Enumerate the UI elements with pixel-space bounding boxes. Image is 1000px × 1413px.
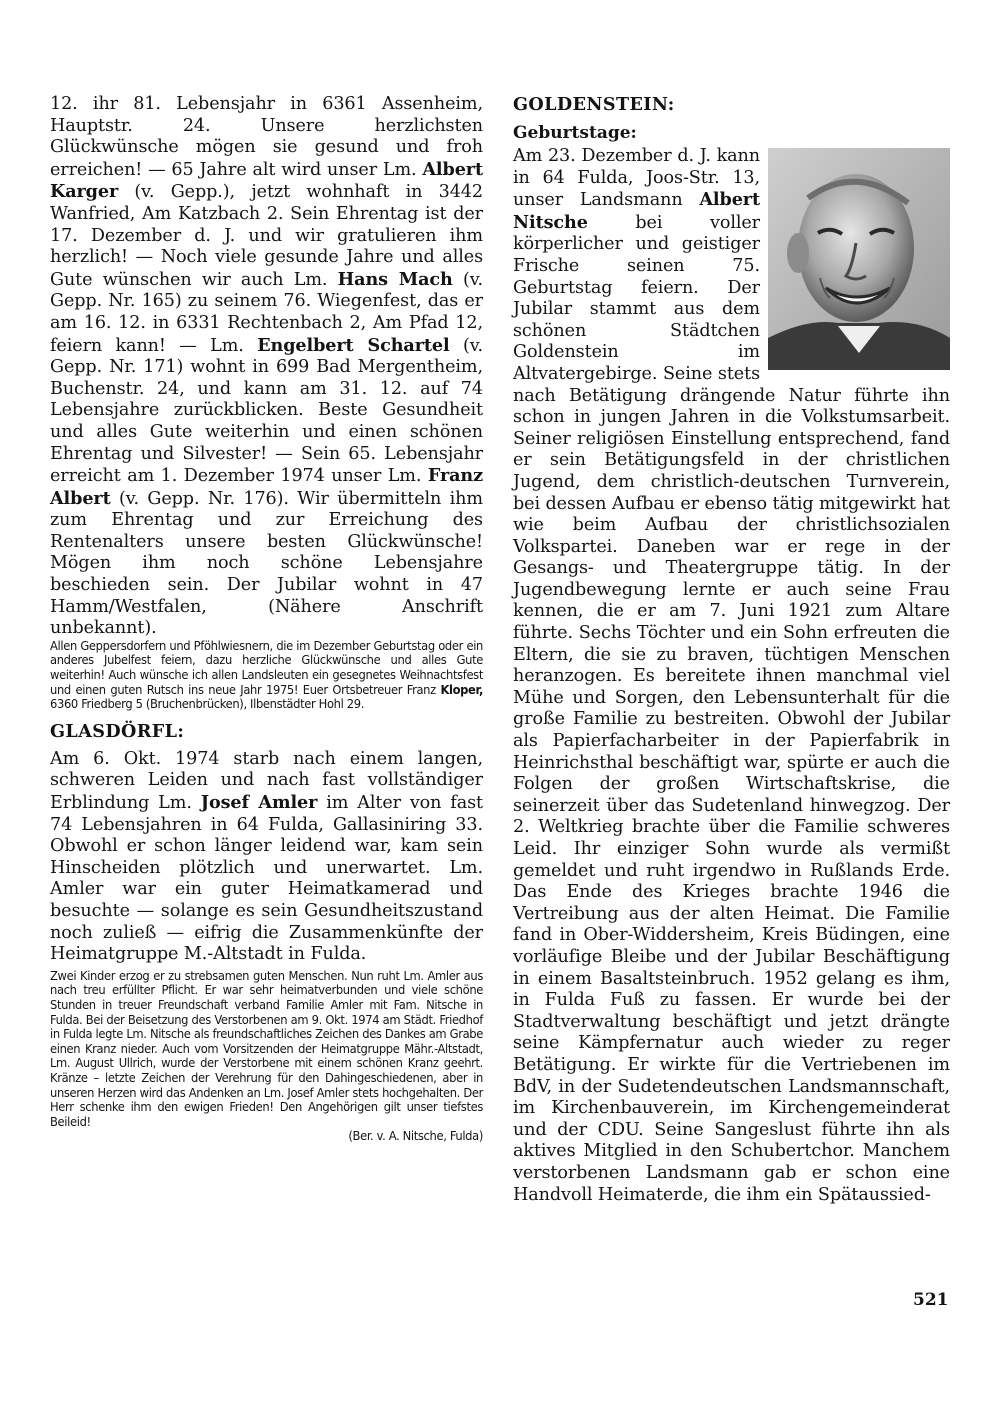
text-run: (v. Gepp. Nr. 176). Wir übermitteln ihm zum Ehrentag und zur Erreichung des Rentenalters unsere besten Glückwünsche! Mögen ihm noch schöne Lebensjahre beschieden sein. Der Jubilar wohnt in 47 Hamm/Westfalen, (Nähere Anschrift unbekannt). [50, 488, 483, 639]
text-run: 6360 Friedberg 5 (Bruchenbrücken), Ilbenstädter Hohl 29. [50, 697, 365, 713]
person-name: Albert Nitsche [513, 189, 760, 233]
page-number: 521 [913, 1290, 949, 1310]
text-run: im Alter von fast 74 Lebensjahren in 64 Fulda, Gallasiniring 33. Obwohl er schon länger leidend war, kam sein Hinscheiden plötzlich und unerwartet. Lm. Amler war ein guter Heimatkamerad und besuchte — solange es sein Gesundheitszustand noch zuließ — eifrig die Zusammenkünfte der Heimatgruppe M.-Altstadt in Fulda. [50, 793, 484, 965]
text-run: Am 23. Dezember d. J. kann in 64 Fulda, Joos-Str. 13, unser Landsmann [513, 146, 760, 211]
portrait-photo [768, 148, 950, 370]
obituary-note [50, 970, 483, 1145]
text-run: Allen Geppersdorfern und Pföhlwiesnern, die im Dezember Geburtstag oder ein anderes Jubelfest feiern, dazu herzliche Glückwünsche und alles Gute weiterhin! Auch wünsche ich allen Landsleuten ein gesegnetes Weihnachtsfest und einen guten Rutsch ins neue Jahr 1975! Euer Ortsbetreuer Franz [50, 638, 483, 698]
person-name: Albert Karger [50, 158, 483, 203]
report-signature: (Ber. v. A. Nitsche, Fulda) [348, 1129, 483, 1145]
person-name: Franz Albert [50, 465, 483, 509]
section-heading-goldenstein: GOLDENSTEIN: [513, 94, 675, 115]
person-name: Hans Mach [337, 268, 453, 290]
person-name: Josef Amler [200, 792, 318, 813]
text-run: bei voller körperlicher und geistiger Frische seinen 75. Geburtstag feiern. Der Jubilar stammt aus dem schönen Städtchen Goldenstein im Altvatergebirge. Seine stets nach Betätigung drängende Natur führte ihn schon in jungen Jahren in die Volkstumsarbeit. Seiner religiösen Einstellung entsprechend, fand er sein Betätigungsfeld in der christlichen Jugend, dem christlich-deutschen Turnverein, bei dessen Aufbau er ebenso tätig mitgewirkt hat wie beim Aufbau der christlichsozialen Volkspartei. Daneben war er rege in der Gesangs- und Theatergruppe tätig. In der Jugendbewegung lernte er auch seine Frau kennen, die er am 7. Juni 1921 zum Altare führte. Sechs Töchter und ein Sohn erfreuten die Eltern, die sie zu braven, tüchtigen Menschen heranzogen. Es bereitete ihnen manchmal viel Mühe und Sorgen, den Lebensunterhalt für die große Familie zu bestreiten. Obwohl der Jubilar als Papierfacharbeiter in der Papierfabrik in Heinrichsthal beschäftigt war, spürte er auch die Folgen der großen Wirtschaftskrise, die seinerzeit über das Sudetenland hinwegzog. Der 2. Weltkrieg brachte über die Familie schweres Leid. Ihr einziger Sohn wurde als vermißt gemeldet und ruht irgendwo in Rußlands Erde. Das Ende des Krieges brachte 1946 die Vertreibung aus der alten Heimat. Die Familie fand in Ober-Widdersheim, Kreis Büdingen, eine vorläufige Bleibe und der Jubilar Beschäftigung in einem Basaltsteinbruch. 1952 gelang es ihm, in Fulda Fuß zu fassen. Er wurde bei der Stadtverwaltung beschäftigt und jetzt drängte seine Kämpfernatur auch wieder zu reger Betätigung. Er wirkte für die Vertriebenen im BdV, in der Sudetendeutschen Landsmannschaft, im Kirchenbauverein, im Kirchengemeinderat und der CDU. Seine Sangeslust führte ihn als aktives Mitglied in den Schubertchor. Manchem verstorbenen Landsmann gab er schon eine Handvoll Heimaterde, die ihm ein Spätaussied- [513, 212, 950, 1205]
text-run: (v. Gepp. Nr. 165) zu seinem 76. Wiegenfest, das er am 16. 12. in 6331 Rechtenbach 2, Am Pfad 12, feiern kann! — Lm. [50, 269, 484, 356]
section-heading-glasdoerfl: GLASDÖRFL: [50, 720, 185, 742]
greeting-note [50, 640, 483, 713]
text-run: Am 6. Okt. 1974 starb nach einem langen, schweren Leiden und nach fast vollständiger Erblindung Lm. [50, 748, 483, 813]
text-run: Zwei Kinder erzog er zu strebsamen guten Menschen. Nun ruht Lm. Amler aus nach treu erfüllter Pflicht. Er war sehr heimatverbunden und viele schöne Stunden in treuer Freundschaft verband Familie Amler mit Fam. Nitsche in Fulda. Bei der Beisetzung des Verstorbenen am 9. Okt. 1974 am Städt. Friedhof in Fulda legte Lm. Nitsche als freundschaftliches Zeichen des Dankes am Grabe einen Kranz nieder. Auch vom Vorsitzenden der Heimatgruppe Mähr.-Altstadt, Lm. August Ullrich, wurde der Verstorbene mit einem schönen Kranz geehrt. Kränze – letzte Zeichen der Verehrung für den Dahingeschiedenen, aber in unseren Herzen wird das Andenken an Lm. Josef Amler stets hochgehalten. Der Herr schenke ihm den ewigen Frieden! Den Angehörigen gilt unser tiefstes Beileid! [50, 968, 483, 1130]
text-run: (v. Gepp.), jetzt wohnhaft in 3442 Wanfried, Am Katzbach 2. Sein Ehrentag ist der 17. Dezember d. J. und wir gratulieren ihm herzlich! — Noch viele gesunde Jahre und alles Gute wünschen wir auch Lm. [50, 182, 483, 290]
person-name: Engelbert Schartel [257, 334, 450, 356]
subheading-birthdays: Geburtstage: [513, 123, 637, 143]
article-goldenstein [513, 146, 950, 1206]
left-column [50, 94, 483, 1145]
article-glasdoerfl [50, 749, 483, 966]
person-name: Kloper, [440, 682, 483, 698]
right-column [513, 94, 950, 1206]
article-geppersdorf [50, 94, 483, 640]
text-run: (v. Gepp. Nr. 171) wohnt in 699 Bad Mergentheim, Buchenstr. 24, und kann am 31. 12. auf 74 Lebensjahre zurückblicken. Beste Gesundheit und alles Gute weiterhin und einen schönen Ehrentag und Silvester! — Sein 65. Lebensjahr erreicht am 1. Dezember 1974 unser Lm. [50, 335, 483, 487]
text-run: 12. ihr 81. Lebensjahr in 6361 Assenheim, Hauptstr. 24. Unsere herzlichsten Glückwünsche mögen sie gesund und froh erreichen! — 65 Jahre alt wird unser Lm. [50, 94, 483, 180]
